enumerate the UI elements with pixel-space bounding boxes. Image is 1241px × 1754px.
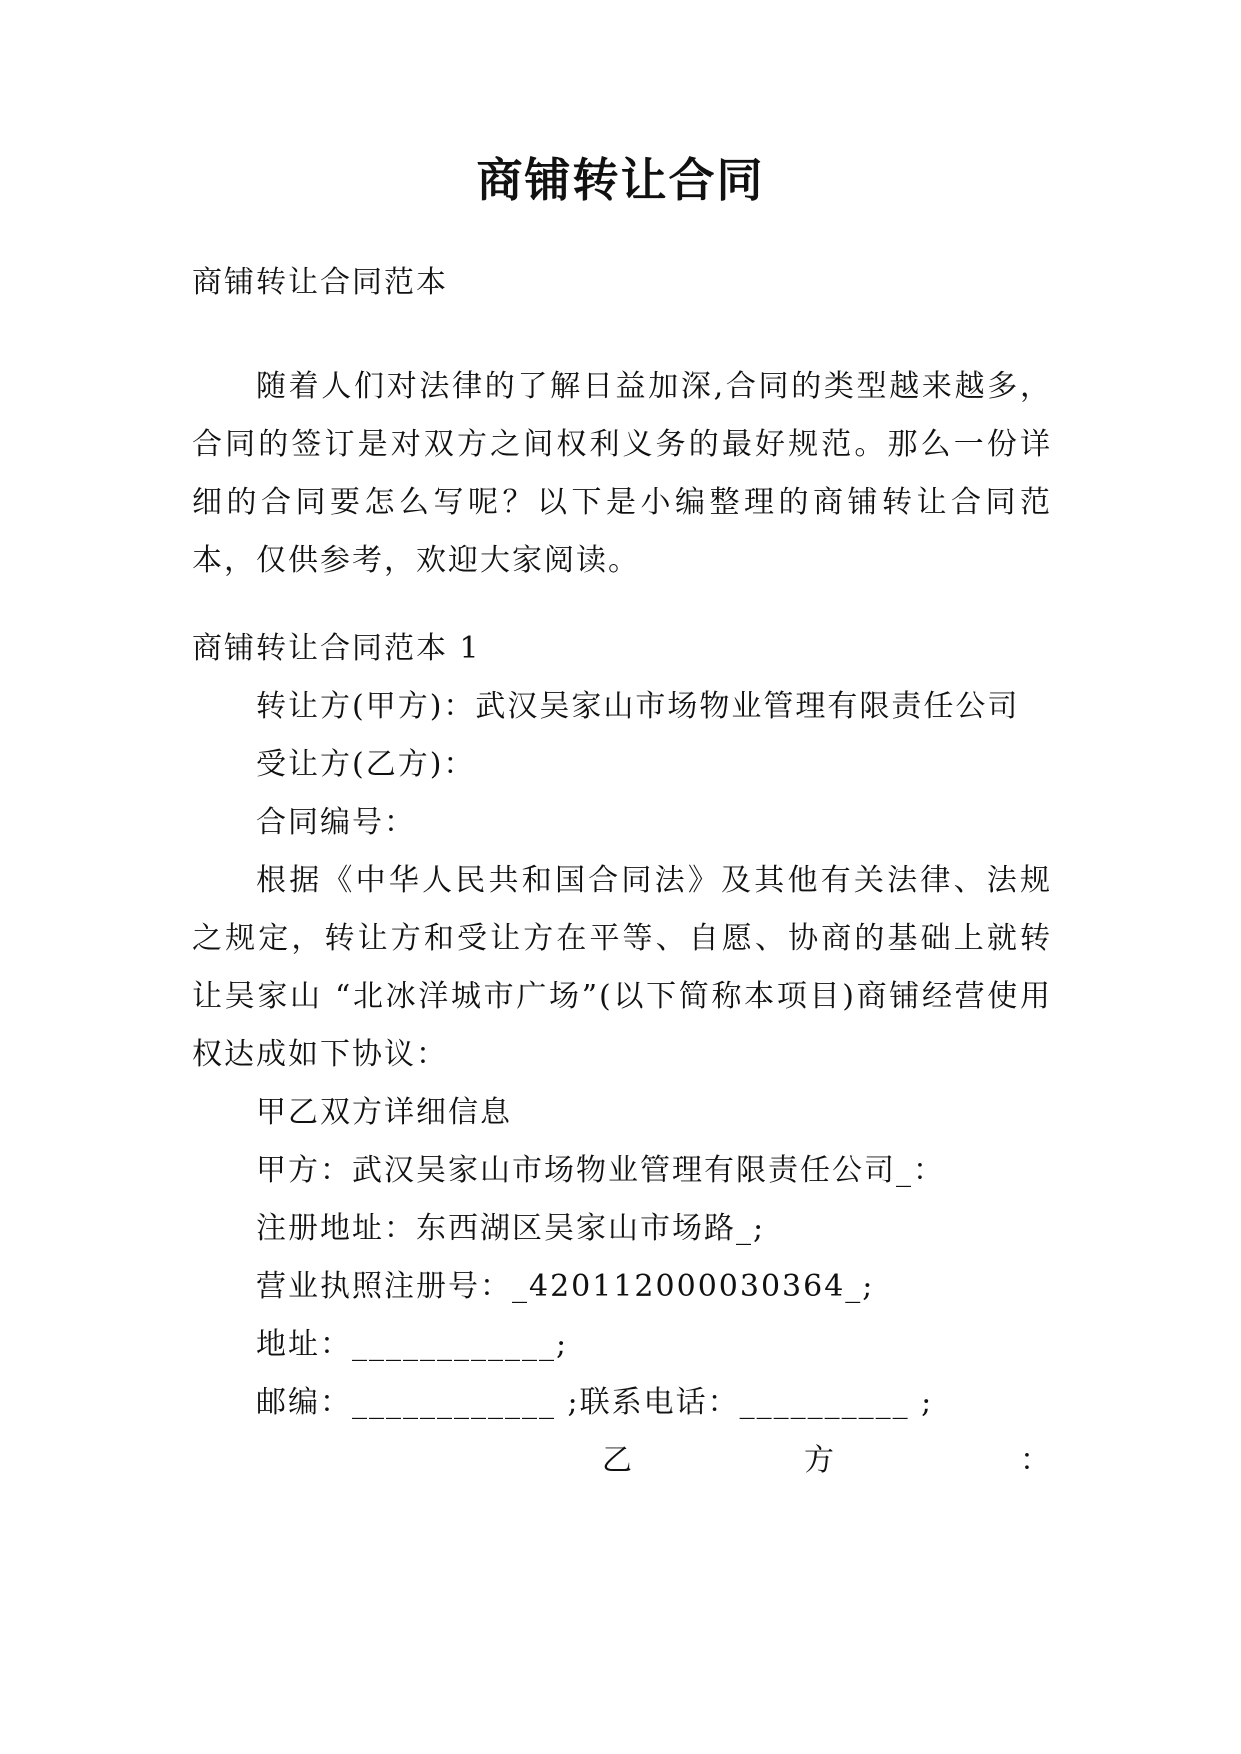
registered-address-line: 注册地址：东西湖区吴家山市场路_; [256,1211,766,1246]
basis-paragraph: 根据《中华人民共和国合同法》及其他有关法律、法规之规定，转让方和受让方在平等、自愿、协商的基础上就转让吴家山 “北冰洋城市广场”(以下简称本项目)商铺经营使用权达成如下协议： [192,863,1052,1072]
party-b-char-2: 方 [804,1443,836,1478]
details-heading: 甲乙双方详细信息 [256,1095,512,1130]
section-title: 商铺转让合同范本 1 [192,631,481,666]
party-b-line [192,1432,1052,1490]
contract-number-line: 合同编号： [256,805,416,840]
subtitle-text: 商铺转让合同范本 [192,265,448,300]
party-a-line: 甲方：武汉吴家山市场物业管理有限责任公司_： [256,1153,945,1188]
address-line: 地址：____________; [256,1327,569,1362]
license-number-line: 营业执照注册号：_420112000030364_; [256,1269,875,1304]
document-subtitle [192,254,1052,312]
contract-section [192,620,1052,1490]
postcode-phone-line: 邮编：____________ ;联系电话：__________ ; [256,1385,934,1420]
party-b-char-1: 乙 [602,1443,634,1478]
transferee-line: 受让方(乙方)： [256,747,476,782]
intro-paragraph: 随着人们对法律的了解日益加深,合同的类型越来越多，合同的签订是对双方之间权利义务的最好规范。那么一份详细的合同要怎么写呢？以下是小编整理的商铺转让合同范本，仅供参考，欢迎大家阅读。 [192,369,1052,578]
party-b-colon: ： [1020,1443,1052,1478]
document-title: 商铺转让合同 [476,153,765,207]
transferor-line: 转让方(甲方)：武汉吴家山市场物业管理有限责任公司 [256,689,1020,724]
